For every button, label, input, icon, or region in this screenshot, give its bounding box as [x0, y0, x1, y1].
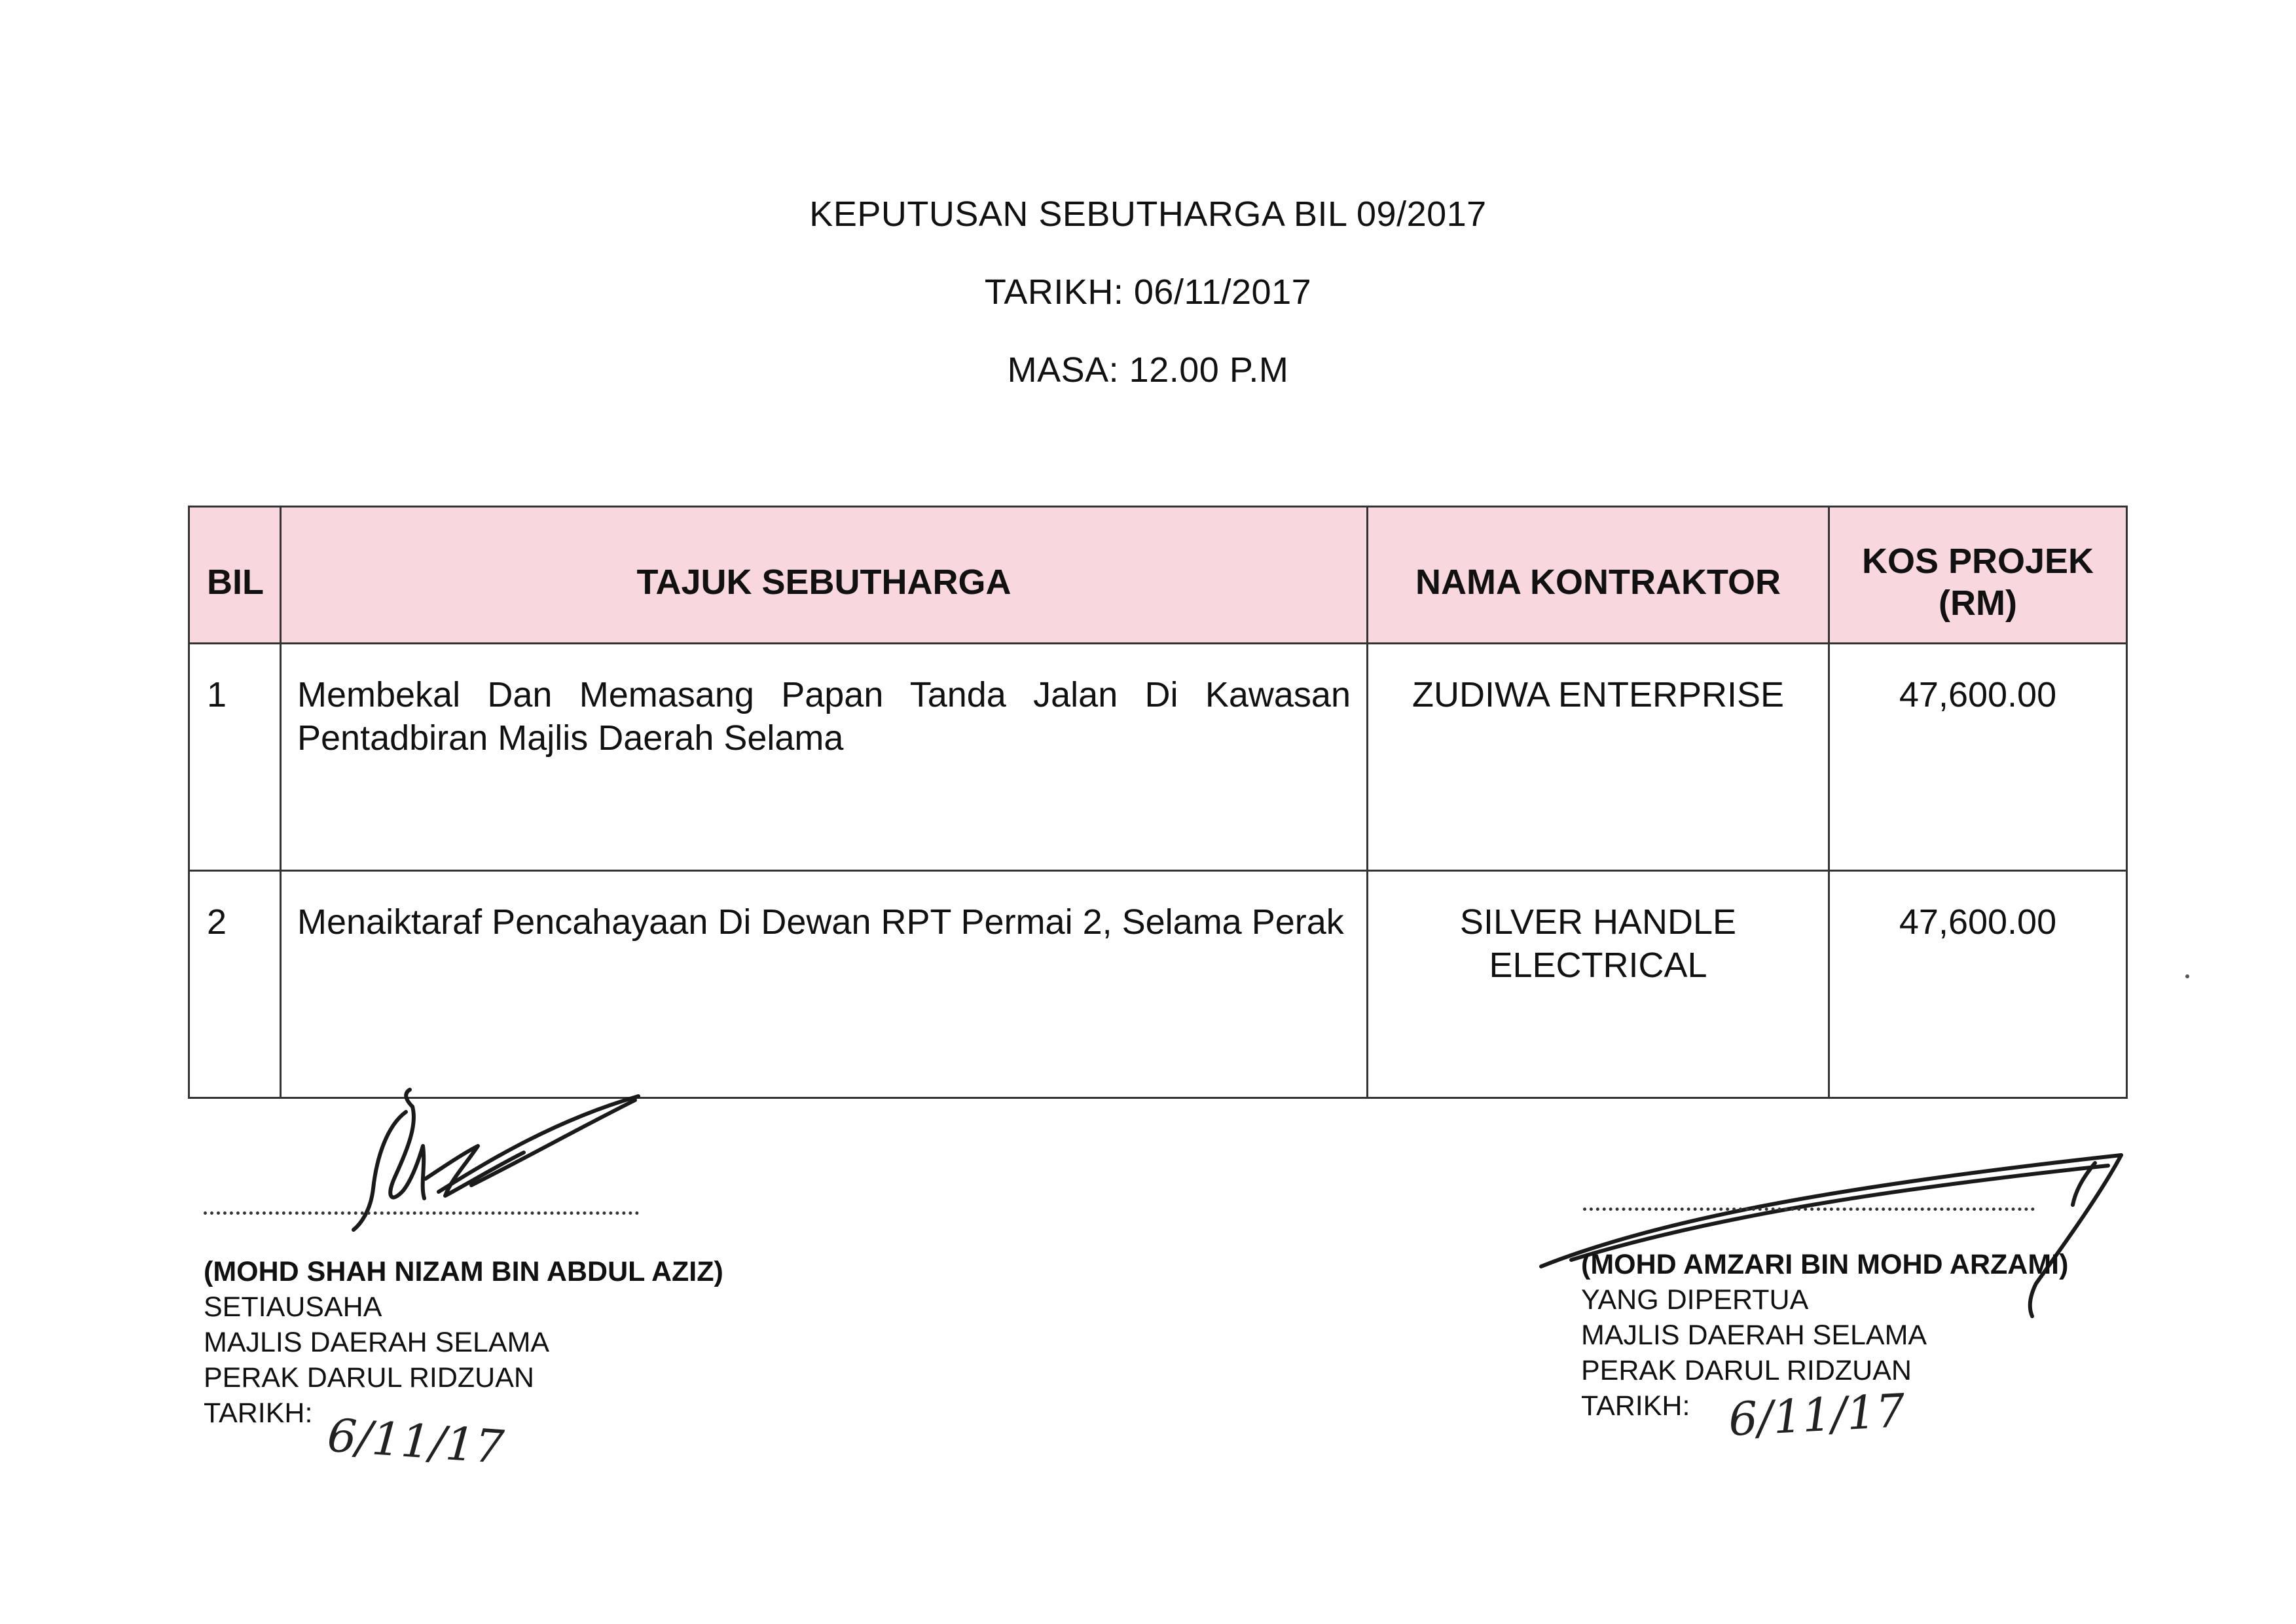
- signatory-left-date-label: TARIKH:: [204, 1397, 313, 1429]
- table-row: [189, 644, 2127, 871]
- signatory-right-date-label: TARIKH:: [1581, 1390, 1690, 1422]
- table-header-row: [189, 507, 2127, 644]
- column-header-bil: BIL: [189, 507, 281, 644]
- signatory-left-handwritten-date: 6/11/17: [325, 1408, 506, 1475]
- cell-title: Membekal Dan Memasang Papan Tanda Jalan Di Kawasan Pentadbiran Majlis Daerah Selama: [281, 644, 1368, 871]
- signatory-left-state: PERAK DARUL RIDZUAN: [204, 1362, 534, 1393]
- signatory-left: [204, 1254, 723, 1431]
- signatory-right-handwritten-date: 6/11/17: [1727, 1383, 1906, 1447]
- signatory-left-org: MAJLIS DAERAH SELAMA: [204, 1327, 550, 1358]
- document-time: MASA: 12.00 P.M: [1007, 350, 1289, 390]
- signatory-right-org: MAJLIS DAERAH SELAMA: [1581, 1320, 1927, 1351]
- cell-bil: 2: [189, 871, 281, 1098]
- column-header-cost: KOS PROJEK (RM): [1829, 507, 2127, 644]
- cell-contractor: SILVER HANDLE ELECTRICAL: [1368, 871, 1829, 1098]
- column-header-title: TAJUK SEBUTHARGA: [281, 507, 1368, 644]
- signatory-right-position: YANG DIPERTUA: [1581, 1284, 1809, 1316]
- scan-speck: [2185, 974, 2189, 978]
- cell-bil: 1: [189, 644, 281, 871]
- signatory-left-position: SETIAUSAHA: [204, 1291, 382, 1323]
- cell-cost: 47,600.00: [1829, 871, 2127, 1098]
- cell-title: Menaiktaraf Pencahayaan Di Dewan RPT Permai 2, Selama Perak: [281, 871, 1368, 1098]
- document-title: KEPUTUSAN SEBUTHARGA BIL 09/2017: [809, 194, 1487, 234]
- signatory-right-name: (MOHD AMZARI BIN MOHD ARZAMI): [1581, 1249, 2069, 1280]
- cell-contractor: ZUDIWA ENTERPRISE: [1368, 644, 1829, 871]
- signatory-right-state: PERAK DARUL RIDZUAN: [1581, 1355, 1912, 1386]
- signatory-left-name: (MOHD SHAH NIZAM BIN ABDUL AZIZ): [204, 1256, 723, 1287]
- quotation-table: [188, 506, 2128, 1099]
- column-header-contractor: NAMA KONTRAKTOR: [1368, 507, 1829, 644]
- cell-cost: 47,600.00: [1829, 644, 2127, 871]
- table-row: [189, 871, 2127, 1098]
- signature-line-right: [1583, 1208, 2035, 1211]
- signature-line-left: [204, 1211, 639, 1215]
- document-date: TARIKH: 06/11/2017: [984, 272, 1312, 312]
